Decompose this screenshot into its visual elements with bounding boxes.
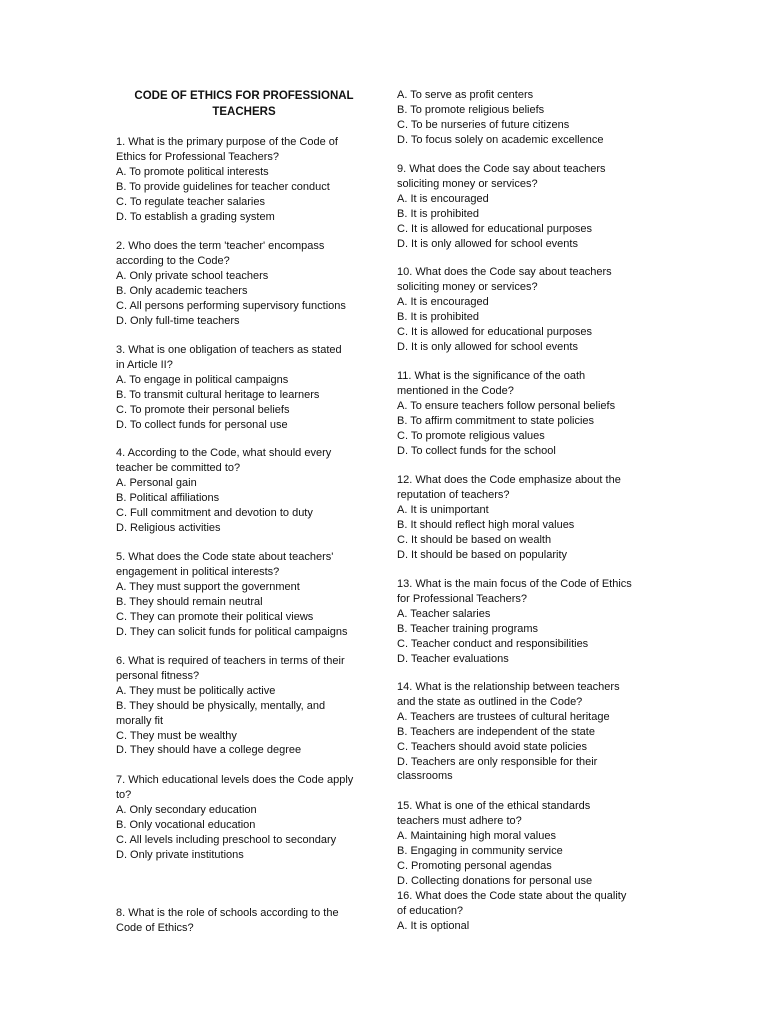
answer-option: C. Teacher conduct and responsibilities	[397, 637, 589, 650]
question-text-line: teacher be committed to?	[116, 461, 241, 474]
question-block	[397, 889, 659, 934]
answer-option: A. It is encouraged	[397, 192, 489, 205]
question-text-line: and the state as outlined in the Code?	[397, 695, 583, 708]
question-text-line: 15. What is one of the ethical standards	[397, 800, 591, 812]
question-text-line: according to the Code?	[116, 254, 230, 267]
answer-option: C. To promote their personal beliefs	[116, 403, 290, 416]
answer-option: B. Engaging in community service	[397, 844, 563, 857]
answer-option: C. All persons performing supervisory functions	[116, 299, 346, 312]
answer-option: C. Teachers should avoid state policies	[397, 740, 587, 753]
answer-option: D. To focus solely on academic excellence	[397, 133, 604, 146]
question-text-line: 4. According to the Code, what should every	[116, 447, 332, 459]
answer-option: A. It is encouraged	[397, 295, 489, 308]
answer-option: D. To establish a grading system	[116, 210, 275, 223]
question-block	[397, 369, 659, 458]
question-block	[116, 239, 372, 328]
answer-option: C. Full commitment and devotion to duty	[116, 506, 313, 519]
answer-option: B. It is prohibited	[397, 207, 479, 220]
answer-option: C. They can promote their political views	[116, 610, 314, 623]
question-text-line: 5. What does the Code state about teachers'	[116, 551, 334, 563]
answer-option: C. To regulate teacher salaries	[116, 195, 265, 208]
answer-option: C. It is allowed for educational purposes	[397, 325, 593, 338]
question-block	[397, 799, 659, 888]
answer-option: D. They should have a college degree	[116, 744, 302, 757]
question-text-line: 2. Who does the term 'teacher' encompass	[116, 240, 325, 252]
question-text-line: 11. What is the significance of the oath	[397, 370, 586, 382]
question-text-line: 9. What does the Code say about teachers	[397, 163, 606, 175]
question-text-line: 13. What is the main focus of the Code of Ethics	[397, 578, 632, 590]
question-text-line: 10. What does the Code say about teachers	[397, 266, 612, 278]
answer-option: D. To collect funds for the school	[397, 444, 556, 457]
question-text-line: 3. What is one obligation of teachers as stated	[116, 344, 342, 356]
answer-option: D. It is only allowed for school events	[397, 237, 578, 250]
answer-option: B. Teachers are independent of the state	[397, 725, 595, 738]
question-text-line: in Article II?	[116, 358, 173, 371]
answer-option: C. All levels including preschool to secondary	[116, 833, 337, 846]
question-text-line: soliciting money or services?	[397, 280, 538, 293]
answer-option: C. To be nurseries of future citizens	[397, 118, 570, 131]
question-text-line: Code of Ethics?	[116, 921, 194, 934]
question-block	[116, 654, 372, 758]
question-text-line: teachers must adhere to?	[397, 814, 522, 827]
answer-option: D. Teacher evaluations	[397, 652, 509, 665]
answer-option: B. Teacher training programs	[397, 622, 539, 635]
answer-option: A. To ensure teachers follow personal beliefs	[397, 399, 616, 412]
question-text-line: 1. What is the primary purpose of the Code of	[116, 136, 338, 148]
answer-option: B. To provide guidelines for teacher conduct	[116, 180, 330, 193]
document-title	[116, 88, 372, 120]
answer-option: C. To promote religious values	[397, 429, 545, 442]
question-text-line: Ethics for Professional Teachers?	[116, 150, 280, 163]
title-line-1: CODE OF ETHICS FOR PROFESSIONAL	[134, 90, 354, 102]
question-text-line: to?	[116, 788, 132, 801]
answer-option: D. Collecting donations for personal use	[397, 874, 593, 887]
answer-option: A. Maintaining high moral values	[397, 829, 556, 842]
question-text-line: 12. What does the Code emphasize about the	[397, 474, 621, 486]
question-text-line: reputation of teachers?	[397, 488, 510, 501]
answer-option: A. Teachers are trustees of cultural heritage	[397, 710, 610, 723]
answer-option: A. They must support the government	[116, 580, 300, 593]
answer-option: classrooms	[397, 770, 453, 783]
question-block	[397, 88, 659, 148]
answer-option: C. It should be based on wealth	[397, 533, 552, 546]
question-text-line: of education?	[397, 904, 464, 917]
question-text-line: personal fitness?	[116, 669, 200, 682]
title-line-2: TEACHERS	[212, 106, 276, 118]
question-text-line: 7. Which educational levels does the Code apply	[116, 774, 354, 786]
answer-option: B. It is prohibited	[397, 310, 479, 323]
answer-option: D. To collect funds for personal use	[116, 418, 288, 431]
question-text-line: 14. What is the relationship between teachers	[397, 681, 620, 693]
answer-option: D. Only full-time teachers	[116, 314, 240, 327]
question-block	[116, 343, 372, 432]
question-block	[116, 773, 372, 862]
answer-option: A. Personal gain	[116, 476, 197, 489]
question-block	[116, 906, 372, 936]
answer-option: B. It should reflect high moral values	[397, 518, 575, 531]
answer-option: morally fit	[116, 714, 164, 727]
answer-option: A. Only secondary education	[116, 803, 257, 816]
question-text-line: 6. What is required of teachers in terms of their	[116, 655, 345, 667]
answer-option: A. To promote political interests	[116, 165, 269, 178]
question-text-line: engagement in political interests?	[116, 565, 280, 578]
answer-option: B. Only academic teachers	[116, 284, 248, 297]
answer-option: C. They must be wealthy	[116, 729, 237, 742]
question-block	[116, 446, 372, 535]
answer-option: B. Only vocational education	[116, 818, 256, 831]
question-block	[397, 265, 659, 354]
answer-option: D. Only private institutions	[116, 848, 244, 861]
answer-option: B. Political affiliations	[116, 491, 220, 504]
question-block	[397, 473, 659, 562]
question-block	[116, 135, 372, 224]
question-text-line: soliciting money or services?	[397, 177, 538, 190]
answer-option: C. It is allowed for educational purposes	[397, 222, 593, 235]
answer-option: A. They must be politically active	[116, 684, 276, 697]
answer-option: C. Promoting personal agendas	[397, 859, 552, 872]
answer-option: A. To serve as profit centers	[397, 89, 534, 101]
answer-option: B. They should be physically, mentally, and	[116, 699, 326, 712]
question-block	[397, 162, 659, 251]
question-text-line: 16. What does the Code state about the quality	[397, 890, 627, 902]
answer-option: B. They should remain neutral	[116, 595, 263, 608]
answer-option: A. It is optional	[397, 919, 470, 932]
answer-option: B. To promote religious beliefs	[397, 103, 545, 116]
answer-option: D. They can solicit funds for political campaigns	[116, 625, 348, 638]
question-block	[397, 577, 659, 666]
answer-option: D. Religious activities	[116, 521, 221, 534]
question-block	[116, 550, 372, 639]
question-block	[397, 680, 659, 784]
answer-option: B. To transmit cultural heritage to learners	[116, 388, 320, 401]
question-text-line: 8. What is the role of schools according to the	[116, 907, 339, 919]
answer-option: D. It should be based on popularity	[397, 548, 568, 561]
question-text-line: mentioned in the Code?	[397, 384, 514, 397]
answer-option: A. Only private school teachers	[116, 269, 269, 282]
answer-option: D. Teachers are only responsible for their	[397, 755, 598, 768]
answer-option: A. To engage in political campaigns	[116, 373, 289, 386]
answer-option: B. To affirm commitment to state policies	[397, 414, 595, 427]
answer-option: A. It is unimportant	[397, 503, 489, 516]
answer-option: D. It is only allowed for school events	[397, 340, 578, 353]
answer-option: A. Teacher salaries	[397, 607, 491, 620]
question-text-line: for Professional Teachers?	[397, 592, 528, 605]
